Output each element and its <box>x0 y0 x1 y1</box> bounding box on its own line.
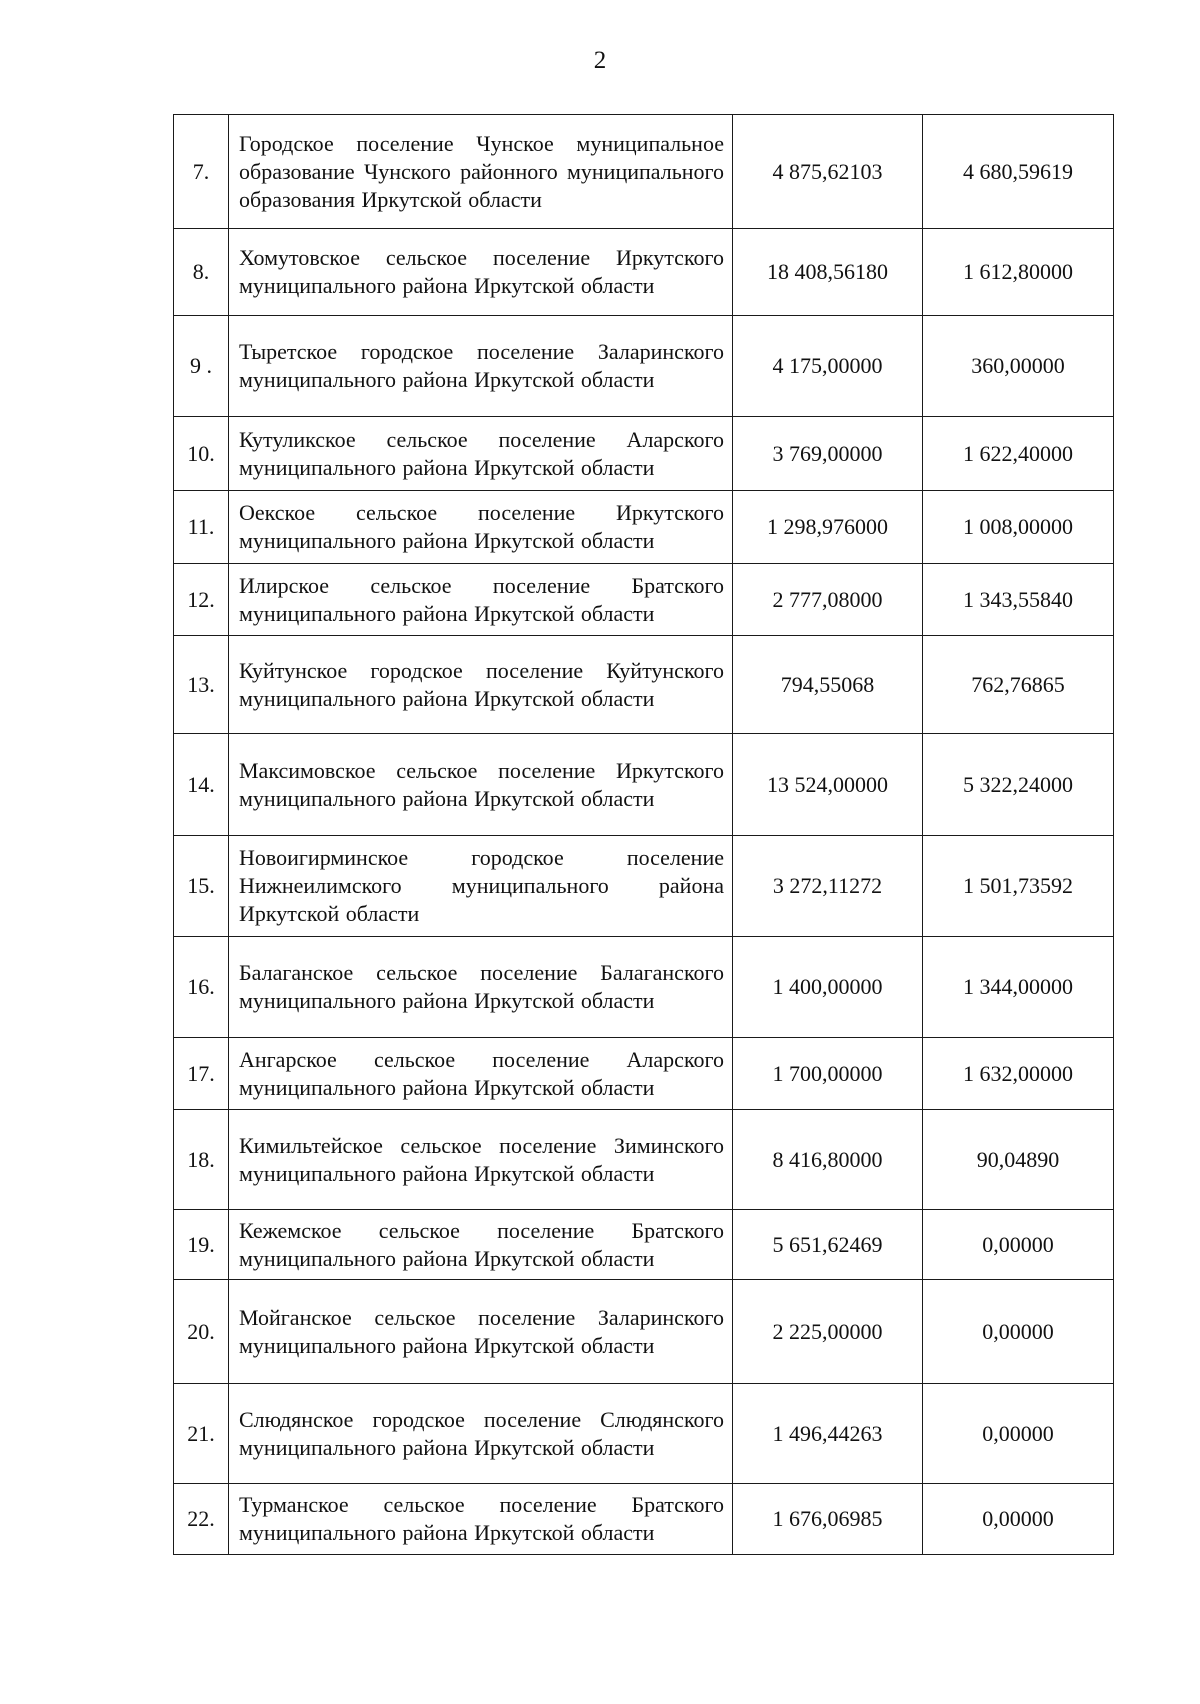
value-col-1: 18 408,56180 <box>733 229 923 316</box>
table-row <box>174 636 1114 734</box>
value-col-2: 1 343,55840 <box>923 564 1114 636</box>
settlement-name: Оекское сельское поселение Иркутского муниципального района Иркутской области <box>229 491 733 564</box>
settlement-name: Мойганское сельское поселение Заларинского муниципального района Иркутской области <box>229 1280 733 1384</box>
value-col-1: 4 175,00000 <box>733 316 923 417</box>
table-row <box>174 1038 1114 1110</box>
row-number: 10. <box>174 417 229 491</box>
value-col-2: 1 501,73592 <box>923 836 1114 937</box>
row-number: 8. <box>174 229 229 316</box>
page-number: 2 <box>593 47 607 74</box>
table-row <box>174 836 1114 937</box>
value-col-1: 1 400,00000 <box>733 937 923 1038</box>
value-col-1: 1 298,976000 <box>733 491 923 564</box>
row-number: 14. <box>174 734 229 836</box>
value-col-1: 13 524,00000 <box>733 734 923 836</box>
table-row <box>174 1210 1114 1280</box>
settlement-name: Кимильтейское сельское поселение Зиминского муниципального района Иркутской области <box>229 1110 733 1210</box>
row-number: 9 . <box>174 316 229 417</box>
table-row <box>174 1110 1114 1210</box>
value-col-2: 0,00000 <box>923 1484 1114 1555</box>
table-row <box>174 1280 1114 1384</box>
value-col-1: 8 416,80000 <box>733 1110 923 1210</box>
value-col-2: 4 680,59619 <box>923 115 1114 229</box>
row-number: 20. <box>174 1280 229 1384</box>
value-col-2: 1 612,80000 <box>923 229 1114 316</box>
settlement-name: Балаганское сельское поселение Балаганского муниципального района Иркутской области <box>229 937 733 1038</box>
table-row <box>174 564 1114 636</box>
value-col-1: 1 700,00000 <box>733 1038 923 1110</box>
table-row <box>174 937 1114 1038</box>
value-col-1: 2 225,00000 <box>733 1280 923 1384</box>
value-col-1: 2 777,08000 <box>733 564 923 636</box>
row-number: 16. <box>174 937 229 1038</box>
settlement-name: Слюдянское городское поселение Слюдянского муниципального района Иркутской области <box>229 1384 733 1484</box>
value-col-2: 1 622,40000 <box>923 417 1114 491</box>
table-row <box>174 1484 1114 1555</box>
settlement-name: Кежемское сельское поселение Братского муниципального района Иркутской области <box>229 1210 733 1280</box>
value-col-2: 5 322,24000 <box>923 734 1114 836</box>
table-row <box>174 417 1114 491</box>
row-number: 18. <box>174 1110 229 1210</box>
value-col-2: 90,04890 <box>923 1110 1114 1210</box>
value-col-1: 5 651,62469 <box>733 1210 923 1280</box>
settlement-name: Тыретское городское поселение Заларинского муниципального района Иркутской области <box>229 316 733 417</box>
row-number: 13. <box>174 636 229 734</box>
value-col-1: 794,55068 <box>733 636 923 734</box>
row-number: 12. <box>174 564 229 636</box>
settlement-name: Ангарское сельское поселение Аларского муниципального района Иркутской области <box>229 1038 733 1110</box>
value-col-2: 1 344,00000 <box>923 937 1114 1038</box>
settlement-name: Городское поселение Чунское муниципальное образование Чунского районного муниципального образования Иркутской области <box>229 115 733 229</box>
settlement-name: Илирское сельское поселение Братского муниципального района Иркутской области <box>229 564 733 636</box>
value-col-2: 360,00000 <box>923 316 1114 417</box>
value-col-1: 3 272,11272 <box>733 836 923 937</box>
value-col-1: 1 676,06985 <box>733 1484 923 1555</box>
value-col-2: 0,00000 <box>923 1280 1114 1384</box>
row-number: 19. <box>174 1210 229 1280</box>
value-col-2: 0,00000 <box>923 1210 1114 1280</box>
table-row <box>174 491 1114 564</box>
table-row <box>174 316 1114 417</box>
value-col-2: 0,00000 <box>923 1384 1114 1484</box>
settlement-name: Хомутовское сельское поселение Иркутского муниципального района Иркутской области <box>229 229 733 316</box>
row-number: 22. <box>174 1484 229 1555</box>
row-number: 7. <box>174 115 229 229</box>
value-col-2: 1 008,00000 <box>923 491 1114 564</box>
row-number: 11. <box>174 491 229 564</box>
settlement-name: Куйтунское городское поселение Куйтунского муниципального района Иркутской области <box>229 636 733 734</box>
settlement-name: Новоигирминское городское поселение Нижнеилимского муниципального района Иркутской области <box>229 836 733 937</box>
table-row <box>174 229 1114 316</box>
value-col-1: 1 496,44263 <box>733 1384 923 1484</box>
table-row <box>174 1384 1114 1484</box>
value-col-2: 762,76865 <box>923 636 1114 734</box>
table-row <box>174 734 1114 836</box>
settlement-name: Максимовское сельское поселение Иркутского муниципального района Иркутской области <box>229 734 733 836</box>
row-number: 21. <box>174 1384 229 1484</box>
table-row <box>174 115 1114 229</box>
settlement-name: Турманское сельское поселение Братского муниципального района Иркутской области <box>229 1484 733 1555</box>
settlements-table <box>173 114 1114 1555</box>
value-col-2: 1 632,00000 <box>923 1038 1114 1110</box>
value-col-1: 4 875,62103 <box>733 115 923 229</box>
settlement-name: Кутуликское сельское поселение Аларского муниципального района Иркутской области <box>229 417 733 491</box>
row-number: 15. <box>174 836 229 937</box>
value-col-1: 3 769,00000 <box>733 417 923 491</box>
row-number: 17. <box>174 1038 229 1110</box>
